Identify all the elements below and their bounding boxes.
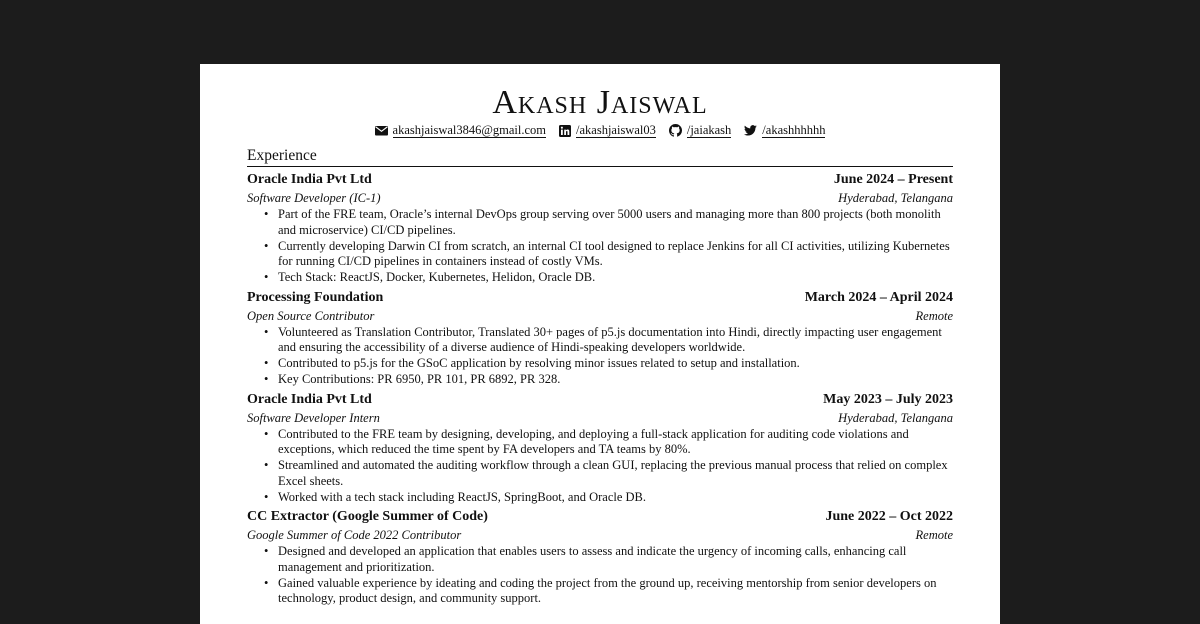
linkedin-link[interactable]	[559, 123, 656, 138]
job-location: Hyderabad, Telangana	[838, 191, 953, 205]
bullet-list	[247, 427, 953, 506]
entry-subheader-row	[247, 526, 953, 544]
bullet-item: • Key Contributions: PR 6950, PR 101, PR 6892, PR 328.	[278, 372, 953, 388]
envelope-icon	[375, 125, 388, 136]
section-divider	[247, 166, 953, 167]
bullet-item: • Tech Stack: ReactJS, Docker, Kubernetes, Helidon, Oracle DB.	[278, 270, 953, 286]
bullet-list	[247, 544, 953, 607]
bullet-item: • Designed and developed an application that enables users to assess and indicate the urgency of incoming calls, enhancing call management and prioritization.	[278, 544, 953, 575]
bullet-item: • Currently developing Darwin CI from scratch, an internal CI tool designed to replace Jenkins for all CI activities, utilizing Kubernetes for running CI/CD pipelines in containers instead of costly VMs.	[278, 239, 953, 270]
date-range: June 2022 – Oct 2022	[825, 509, 953, 524]
experience-entry	[247, 289, 953, 388]
bullet-item: • Contributed to the FRE team by designing, developing, and deploying a full-stack application for auditing code violations and exceptions, which reduced the time spent by FA developers and TA teams by 80%.	[278, 427, 953, 458]
date-range: May 2023 – July 2023	[823, 391, 953, 407]
email-link[interactable]	[375, 123, 547, 138]
job-role: Software Developer (IC-1)	[247, 191, 381, 205]
job-role: Software Developer Intern	[247, 410, 380, 425]
section-title-experience: Experience	[247, 147, 317, 164]
entry-subheader-row	[247, 409, 953, 427]
company-name: Processing Foundation	[247, 289, 384, 305]
twitter-icon	[744, 125, 757, 136]
github-link[interactable]	[669, 123, 731, 138]
linkedin-icon	[559, 125, 571, 137]
bullet-item: • Volunteered as Translation Contributor, Translated 30+ pages of p5.js documentation into Hindi, directly impacting user engagement and ensuring the accessibility of a diverse audience of Hindi-speaking developers worldwide.	[278, 325, 953, 356]
entry-subheader-row	[247, 189, 953, 207]
company-name: Oracle India Pvt Ltd	[247, 391, 372, 407]
experience-list	[247, 171, 953, 610]
job-role: Open Source Contributor	[247, 308, 375, 323]
company-name: CC Extractor (Google Summer of Code)	[247, 509, 488, 524]
bullet-list	[247, 325, 953, 388]
bullet-list	[247, 207, 953, 286]
bullet-item: • Gained valuable experience by ideating and coding the project from the ground up, receiving mentorship from senior developers on technology, product design, and community support.	[278, 576, 953, 607]
company-name: Oracle India Pvt Ltd	[247, 172, 372, 187]
resume-page	[200, 64, 1000, 624]
github-icon	[669, 124, 682, 137]
entry-header-row	[247, 508, 953, 526]
experience-entry	[247, 391, 953, 506]
linkedin-text: /akashjaiswal03	[576, 123, 656, 137]
bullet-item: • Worked with a tech stack including ReactJS, SpringBoot, and Oracle DB.	[278, 490, 953, 506]
job-location: Remote	[915, 528, 953, 542]
entry-header-row	[247, 171, 953, 189]
bullet-item: • Streamlined and automated the auditing workflow through a clean GUI, replacing the previous manual process that relied on complex Excel sheets.	[278, 458, 953, 489]
resume-name: Akash Jaiswal	[492, 84, 708, 121]
bullet-item: • Contributed to p5.js for the GSoC application by resolving minor issues related to setup and installation.	[278, 356, 953, 372]
twitter-text: /akashhhhhh	[762, 123, 826, 137]
entry-subheader-row	[247, 307, 953, 325]
date-range: June 2024 – Present	[833, 172, 953, 187]
date-range: March 2024 – April 2024	[804, 289, 953, 305]
entry-header-row	[247, 289, 953, 307]
entry-header-row	[247, 391, 953, 409]
github-text: /jaiakash	[686, 123, 732, 137]
job-location: Remote	[915, 308, 953, 323]
job-location: Hyderabad, Telangana	[838, 410, 953, 425]
bullet-item: • Part of the FRE team, Oracle’s internal DevOps group serving over 5000 users and managing more than 800 projects (both monolith and microservice) CI/CD pipelines.	[278, 207, 953, 238]
email-text: akashjaiswal3846@gmail.com	[392, 123, 547, 137]
job-role: Google Summer of Code 2022 Contributor	[247, 528, 462, 542]
experience-entry	[247, 508, 953, 607]
twitter-link[interactable]	[744, 123, 825, 138]
experience-entry	[247, 171, 953, 286]
contact-bar	[200, 123, 1000, 138]
